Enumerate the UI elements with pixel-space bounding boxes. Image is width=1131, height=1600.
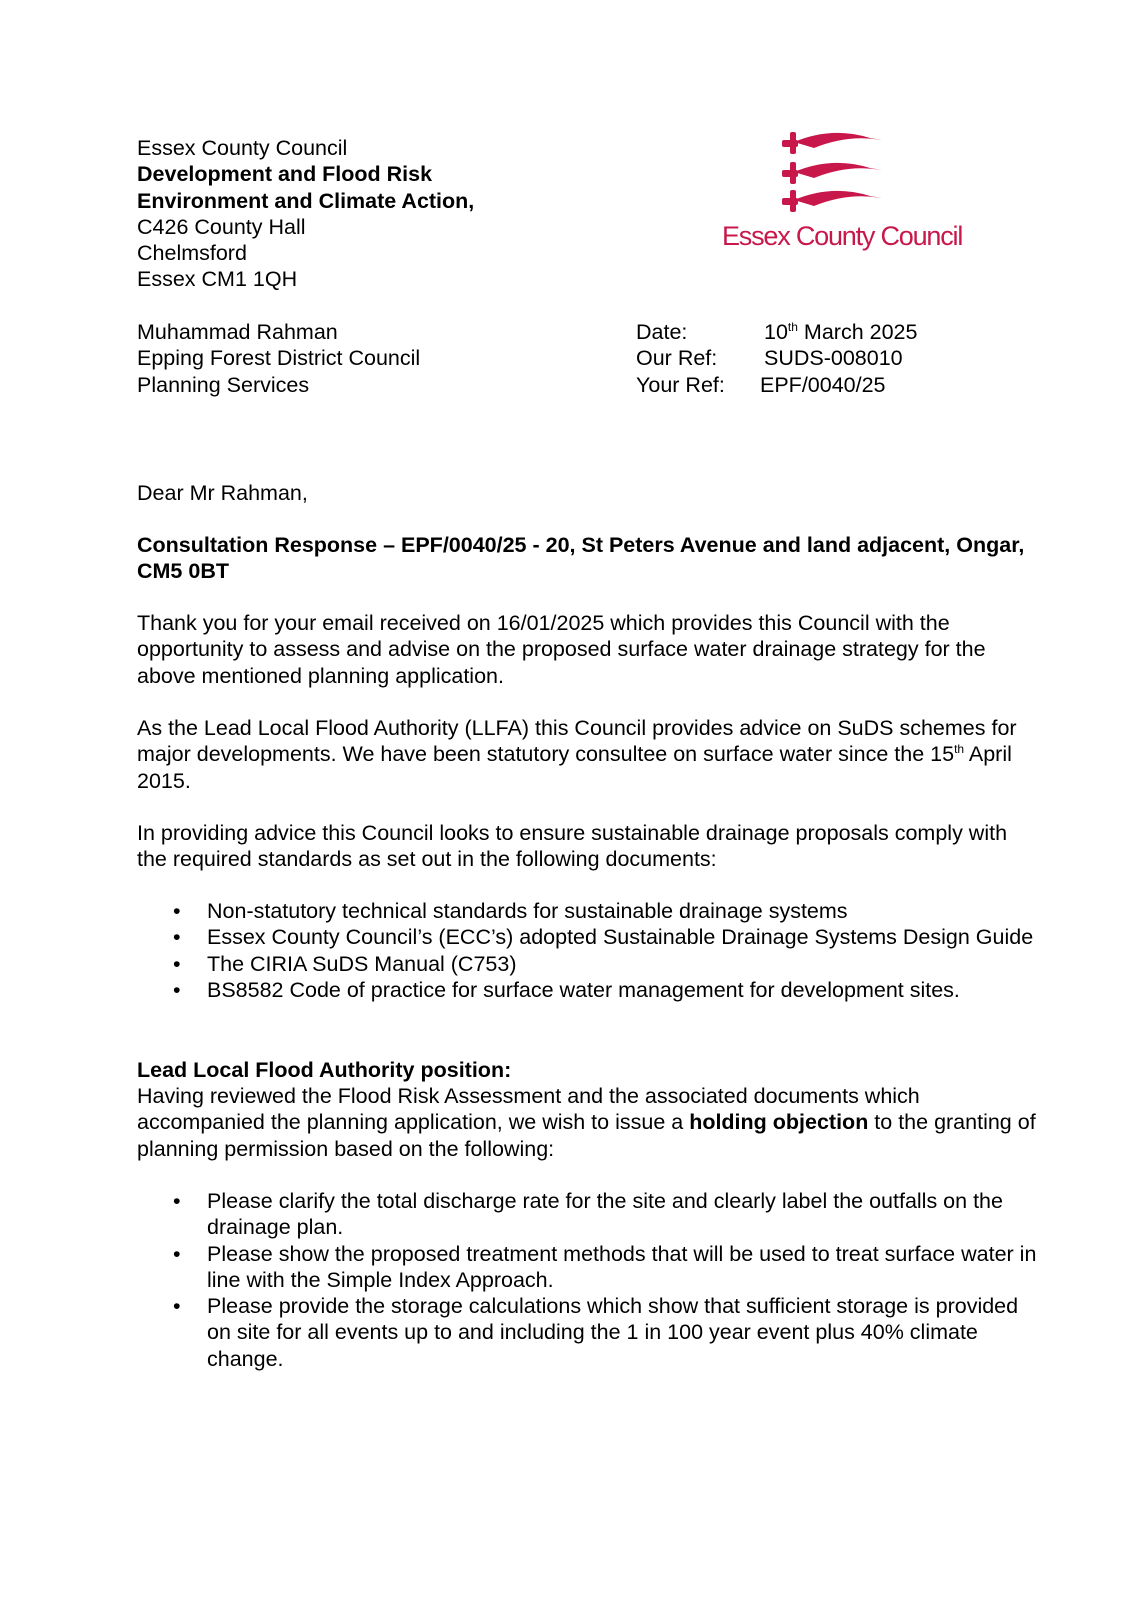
list-item: • Essex County Council’s (ECC’s) adopted Sustainable Drainage Systems Design Guide [173,925,1034,950]
date-label: Date: [636,320,688,344]
subject-line: Consultation Response – EPF/0040/25 - 20, St Peters Avenue and land adjacent, Ongar, CM5 0BT [137,533,1025,584]
sender-address-line: C426 County Hall [137,214,306,239]
paragraph-standards-intro: In providing advice this Council looks to ensure sustainable drainage proposals comply with the required standards as set out in the following documents: [137,821,1008,872]
your-ref-row [636,372,917,398]
sender-division: Environment and Climate Action, [137,188,475,213]
bullet-icon: • [173,977,181,1002]
bullet-icon: • [173,925,181,950]
our-ref-value: SUDS-008010 [764,346,903,371]
your-ref-value: EPF/0040/25 [760,372,886,397]
date-row [636,319,917,345]
date-value: 10th March 2025 [764,319,918,344]
essex-county-council-logo [722,128,982,258]
list-item: • Please clarify the total discharge rate for the site and clearly label the outfalls on the drainage plan. [173,1189,1003,1240]
reference-block [636,319,917,398]
salutation: Dear Mr Rahman, [137,481,308,505]
list-item: • Please provide the storage calculations which show that sufficient storage is provided on site for all events up to and including the 1 in 100 year event plus 40% climate change. [173,1294,1019,1371]
paragraph-llfa: As the Lead Local Flood Authority (LLFA) this Council provides advice on SuDS schemes for major developments. We have been statutory consultee on surface water since the 15th April 2015. [137,716,1017,793]
sender-address [137,135,474,293]
list-item: • BS8582 Code of practice for surface water management for development sites. [173,977,960,1002]
sender-postcode: Essex CM1 1QH [137,267,298,292]
sender-org: Essex County Council [137,136,348,160]
bullet-icon: • [173,899,181,923]
your-ref-label: Your Ref: [636,372,725,397]
position-heading: Lead Local Flood Authority position: [137,1058,512,1082]
seaxes-emblem-icon [722,128,982,220]
paragraph-position: Having reviewed the Flood Risk Assessment and the associated documents which accompanied the planning application, we wish to issue a holding objection to the granting of planning permission based on the following: [137,1084,1036,1161]
sender-town: Chelmsford [137,241,247,266]
recipient-name: Muhammad Rahman [137,320,338,344]
our-ref-label: Our Ref: [636,346,718,371]
bullet-icon: • [173,951,181,976]
recipient-dept: Planning Services [137,372,310,397]
list-item: • The CIRIA SuDS Manual (C753) [173,951,517,976]
list-item: • Non-statutory technical standards for sustainable drainage systems [173,899,848,923]
recipient-org: Epping Forest District Council [137,346,421,371]
recipient-address [137,319,420,398]
paragraph-intro: Thank you for your email received on 16/01/2025 which provides this Council with the opportunity to assess and advise on the proposed surface water drainage strategy for the above mentioned planning application. [137,611,986,688]
requirements-list [137,1188,1037,1372]
bullet-icon: • [173,1294,181,1319]
bullet-icon: • [173,1241,181,1266]
logo-text: Essex County Council [722,221,963,251]
our-ref-row [636,345,917,371]
list-item: • Please show the proposed treatment methods that will be used to treat surface water in line with the Simple Index Approach. [173,1241,1037,1292]
sender-dept: Development and Flood Risk [137,162,433,187]
bullet-icon: • [173,1189,181,1213]
standards-list [137,898,1037,1003]
